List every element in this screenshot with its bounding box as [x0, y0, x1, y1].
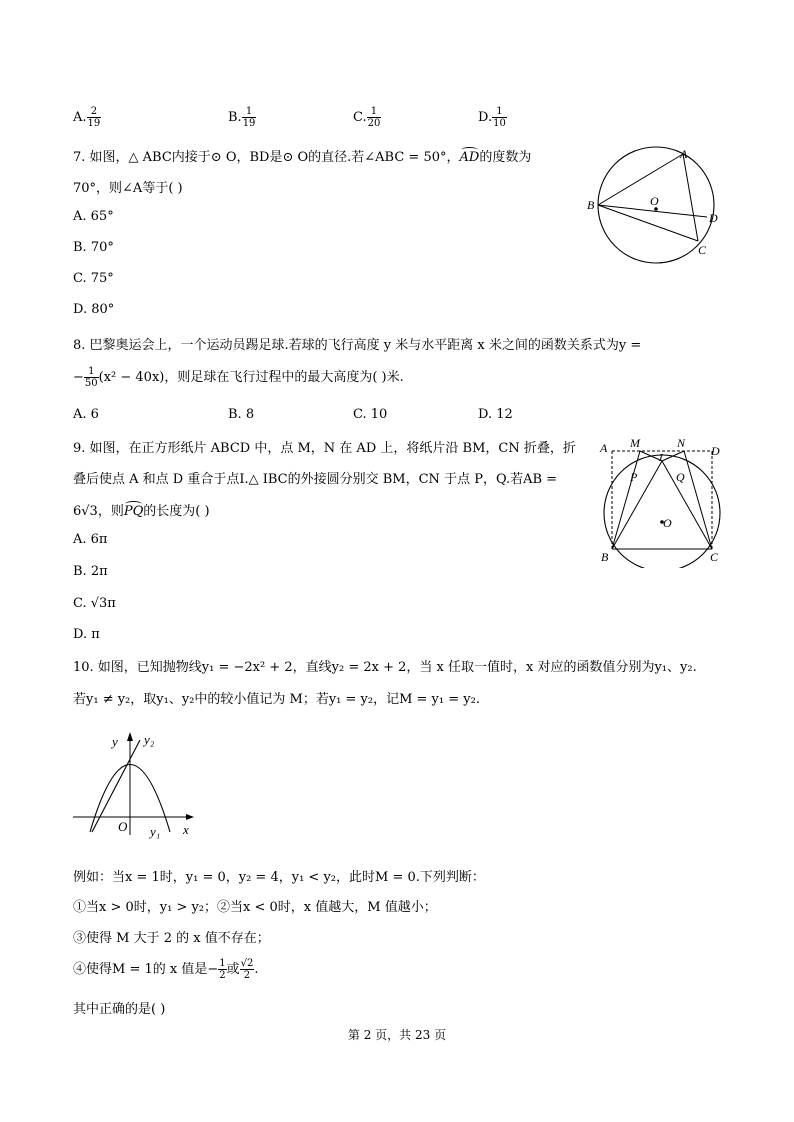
q7-option-a: A. 65°	[73, 209, 114, 224]
q9-square-figure	[596, 432, 730, 568]
q7-stem-line2: 70°，则∠A等于( )	[73, 181, 183, 196]
chord-ac	[683, 154, 698, 241]
label-y1: y₁	[150, 824, 161, 839]
segment-ni	[662, 451, 684, 461]
q9-option-d: D. π	[73, 627, 100, 642]
q10-question: 其中正确的是( )	[73, 1002, 166, 1017]
chord-ba	[598, 154, 683, 205]
label-b: B	[587, 198, 595, 212]
label-o: O	[118, 819, 128, 834]
q9-stem-line3: 6√3，则PQ的长度为( )	[73, 504, 210, 519]
fold-bm	[612, 451, 640, 549]
q7-option-d: D. 80°	[73, 302, 115, 317]
label-x: x	[183, 822, 189, 837]
label-a: A	[680, 147, 688, 161]
label-d: D	[709, 211, 718, 225]
label-i: I	[659, 452, 663, 464]
label-p: P	[630, 470, 638, 484]
q9-option-c: C. √3π	[73, 596, 116, 611]
label-d: D	[711, 444, 720, 458]
y-axis-arrow	[127, 732, 133, 741]
label-c: C	[710, 550, 719, 564]
label-m: M	[630, 436, 640, 450]
q6-option-a: A. $\frac{2}{19}$	[73, 106, 101, 129]
q10-stem-line2: 若y₁ ≠ y₂，取y₁、y₂中的较小值记为 M；若y₁ = y₂，记M = y₁ = y₂.	[73, 692, 480, 707]
q6-option-d: D. $\frac{1}{10}$	[478, 106, 506, 129]
q8-option-b: B. 8	[228, 407, 255, 422]
label-q: Q	[676, 470, 685, 484]
q9-stem-line2: 叠后使点 A 和点 D 重合于点I.△ IBC的外接圆分别交 BM，CN 于点 P，Q.若AB =	[73, 472, 558, 487]
q10-example: 例如：当x = 1时，y₁ = 0，y₂ = 4，y₁ < y₂，此时M = 0.下列判断：	[73, 870, 485, 885]
q7-option-c: C. 75°	[73, 271, 114, 286]
q6-option-c: C. $\frac{1}{20}$	[353, 106, 381, 129]
circumcircle	[604, 455, 720, 568]
q9-option-b: B. 2π	[73, 564, 108, 579]
q10-graph-figure	[70, 725, 200, 840]
label-b: B	[601, 550, 609, 564]
label-c: C	[698, 243, 707, 257]
page-footer: 第 2 页，共 23 页	[347, 1028, 447, 1042]
q7-option-b: B. 70°	[73, 240, 114, 255]
x-axis-arrow	[186, 814, 194, 820]
q8-option-c: C. 10	[353, 407, 388, 422]
arc-ad: AD	[459, 150, 480, 165]
q9-option-a: A. 6π	[73, 532, 108, 547]
q7-stem-line1: 7. 如图，△ ABC内接于⊙ O，BD是⊙ O的直径.若∠ABC = 50°，AD的度数为	[73, 150, 532, 165]
q6-option-b: B. $\frac{1}{19}$	[228, 106, 256, 129]
q8-option-d: D. 12	[478, 407, 513, 422]
q10-stem-line1: 10. 如图，已知抛物线y₁ = −2x² + 2，直线y₂ = 2x + 2，当 x 任取一值时，x 对应的函数值分别为y₁、y₂.	[73, 660, 697, 675]
q9-stem-line1: 9. 如图，在正方形纸片 ABCD 中，点 M，N 在 AD 上，将纸片沿 BM，CN 折叠，折	[73, 441, 576, 456]
q10-statement-3: ③使得 M 大于 2 的 x 值不存在；	[73, 931, 270, 946]
fold-cn	[684, 451, 712, 549]
label-o: O	[663, 516, 672, 530]
label-o: O	[650, 194, 659, 208]
line-y2	[92, 740, 140, 832]
q8-stem-line1: 8. 巴黎奥运会上，一个运动员踢足球.若球的飞行高度 y 米与水平距离 x 米之间的函数关系式为y =	[73, 338, 642, 353]
label-y: y	[112, 734, 118, 749]
arc-pq: PQ	[123, 504, 144, 519]
label-y2: y₂	[144, 732, 155, 747]
q7-circle-figure	[584, 140, 724, 268]
label-n: N	[677, 436, 686, 450]
q10-statement-1-2: ①当x > 0时，y₁ > y₂；②当x < 0时，x 值越大，M 值越小；	[73, 900, 437, 915]
label-a: A	[600, 441, 608, 455]
q8-option-a: A. 6	[73, 407, 99, 422]
q10-statement-4: ④使得M = 1的 x 值是− $\frac{1}{2}$ 或 $\frac{√2}{2}$ .	[73, 958, 259, 981]
q8-stem-line2: − $\frac{1}{50}$ (x² − 40x)，则足球在飞行过程中的最大高度为( )米.	[73, 366, 404, 389]
